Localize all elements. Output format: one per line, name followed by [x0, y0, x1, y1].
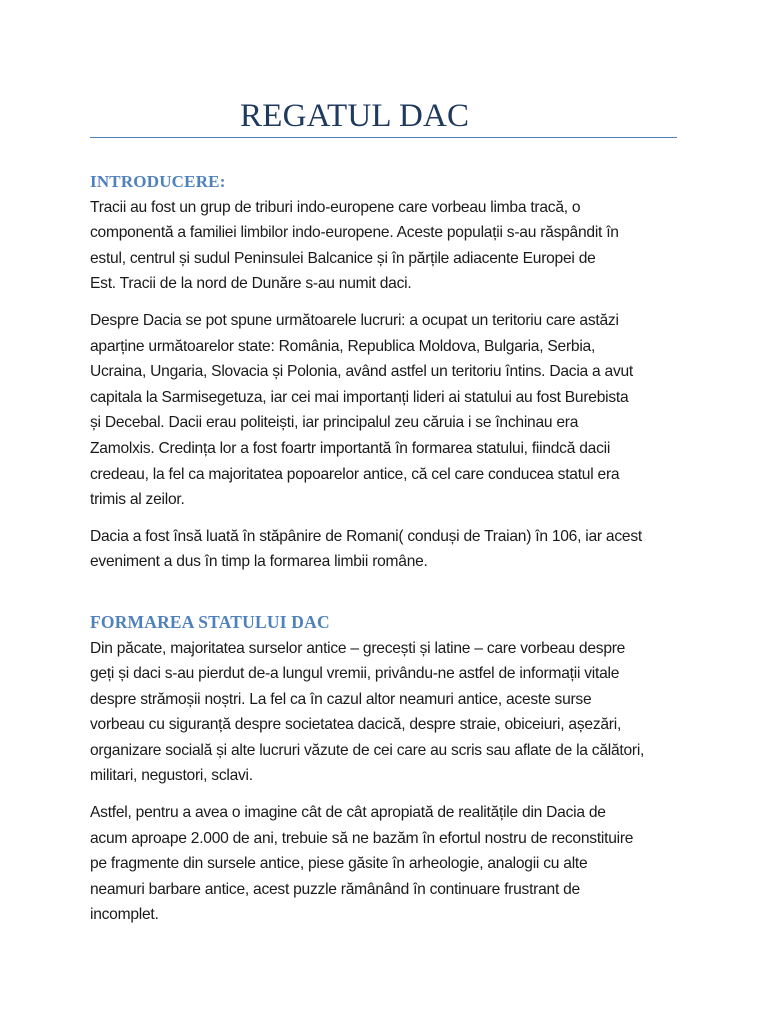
text-line: militari, negustori, sclavi. — [90, 767, 253, 785]
text-line: Dacia a fost însă luată în stăpânire de Romani( conduși de Traian) în 106, iar acest — [90, 527, 642, 545]
text-line: Din păcate, majoritatea surselor antice – grecești și latine – care vorbeau despre — [90, 639, 626, 657]
paragraph-spacer — [90, 513, 690, 524]
text-line: despre strămoșii noștri. La fel ca în cazul altor neamuri antice, aceste surse — [90, 690, 592, 708]
document-title: REGATUL DAC — [240, 98, 470, 134]
text-line: Zamolxis. Credința lor a fost foartr importantă în formarea statului, fiindcă dacii — [90, 439, 611, 457]
text-line: trimis al zeilor. — [90, 491, 185, 509]
text-line: estul, centrul și sudul Peninsulei Balcanice și în părțile adiacente Europei de — [90, 249, 596, 267]
section-heading-formarea-statului: FORMAREA STATULUI DAC — [90, 611, 330, 632]
text-line: eveniment a dus în timp la formarea limbii române. — [90, 553, 428, 571]
text-line: Astfel, pentru a avea o imagine cât de cât apropiată de realitățile din Dacia de — [90, 804, 606, 822]
section-heading-introducere: INTRODUCERE: — [90, 172, 226, 191]
text-line: aparține următoarelor state: România, Republica Moldova, Bulgaria, Serbia, — [90, 337, 596, 355]
paragraph-formarea-2 — [90, 800, 690, 928]
paragraph-intro-2 — [90, 308, 690, 513]
text-line: organizare socială și alte lucruri văzute de cei care au scris sau aflate de la călători, — [90, 741, 645, 759]
text-line: acum aproape 2.000 de ani, trebuie să ne bazăm în efortul nostru de reconstituire — [90, 829, 634, 847]
text-line: vorbeau cu siguranță despre societatea dacică, despre straie, obiceiuri, așezări, — [90, 716, 622, 734]
text-line: Tracii au fost un grup de triburi indo-europene care vorbeau limba tracă, o — [90, 198, 581, 216]
text-line: Despre Dacia se pot spune următoarele lucruri: a ocupat un teritoriu care astăzi — [90, 311, 619, 329]
text-line: pe fragmente din sursele antice, piese găsite în arheologie, analogii cu alte — [90, 855, 588, 873]
paragraph-spacer — [90, 297, 690, 308]
paragraph-intro-3 — [90, 524, 690, 575]
paragraph-intro-1 — [90, 195, 690, 297]
text-line: neamuri barbare antice, acest puzzle rămânând în continuare frustrant de — [90, 880, 580, 898]
text-line: componentă a familiei limbilor indo-europene. Aceste populații s-au răspândit în — [90, 224, 619, 242]
text-line: Est. Tracii de la nord de Dunăre s-au numit daci. — [90, 275, 412, 293]
title-underline — [90, 137, 677, 138]
text-line: incomplet. — [90, 906, 159, 924]
text-line: credeau, la fel ca majoritatea popoarelor antice, că cel care conducea statul era — [90, 465, 620, 483]
paragraph-spacer — [90, 789, 690, 800]
text-line: geți și daci s-au pierdut de-a lungul vremii, privându-ne astfel de informații vitale — [90, 665, 620, 683]
text-line: și Decebal. Dacii erau politeiști, iar principalul zeu căruia i se închinau era — [90, 414, 579, 432]
text-line: Ucraina, Ungaria, Slovacia și Polonia, având astfel un teritoriu întins. Dacia a avut — [90, 363, 634, 381]
paragraph-formarea-1 — [90, 636, 690, 790]
text-line: capitala la Sarmisegetuza, iar cei mai importanți lideri ai statului au fost Burebista — [90, 388, 629, 406]
document-body — [90, 169, 690, 928]
